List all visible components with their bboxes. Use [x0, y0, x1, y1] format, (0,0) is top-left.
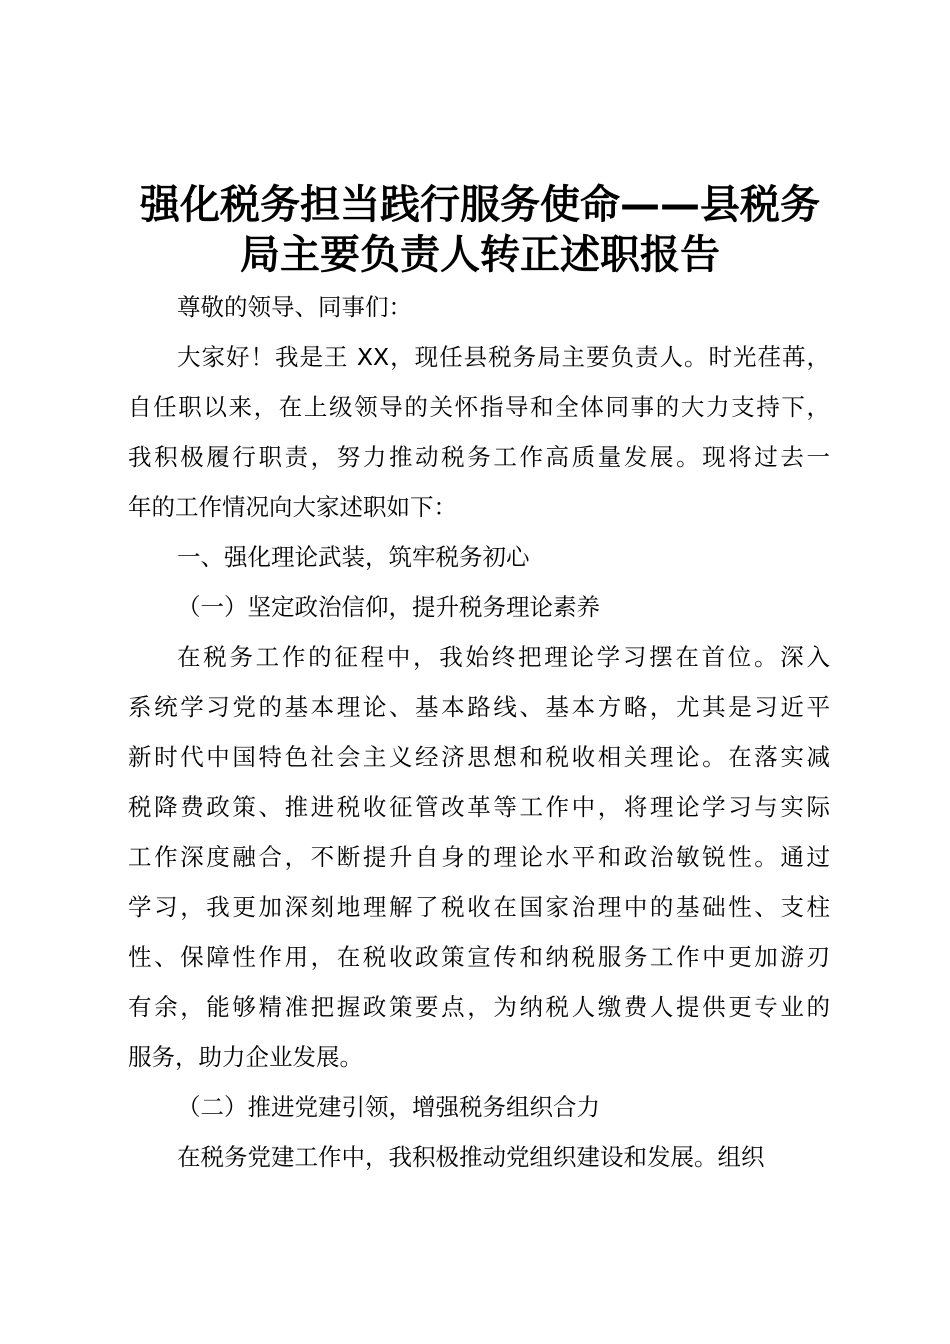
text-line: 尊敬的领导、同事们：	[177, 293, 412, 321]
text-line: 我积极履行职责，努力推动税务工作高质量发展。现将过去一	[128, 443, 830, 471]
paragraph	[128, 582, 830, 632]
text-line: （一）坚定政治信仰，提升税务理论素养	[177, 593, 600, 621]
text-line: 性、保障性作用，在税收政策宣传和纳税服务工作中更加游刃	[128, 943, 830, 971]
paragraph	[128, 632, 830, 1082]
text-line: 学习，我更加深刻地理解了税收在国家治理中的基础性、支柱	[128, 893, 830, 921]
text-line: 税降费政策、推进税收征管改革等工作中，将理论学习与实际	[128, 793, 830, 821]
text-line: 系统学习党的基本理论、基本路线、基本方略，尤其是习近平	[128, 693, 830, 721]
text-line: 年的工作情况向大家述职如下：	[128, 493, 457, 521]
text-line: 在税务党建工作中，我积极推动党组织建设和发展。组织	[177, 1143, 765, 1171]
text-line: 工作深度融合，不断提升自身的理论水平和政治敏锐性。通过	[128, 843, 830, 871]
title-line: 强化税务担当践行服务使命——县税务	[140, 182, 820, 228]
paragraph	[128, 532, 830, 582]
paragraph	[128, 332, 830, 532]
document-title	[120, 180, 840, 280]
text-line: 新时代中国特色社会主义经济思想和税收相关理论。在落实减	[128, 743, 830, 771]
paragraph	[128, 1132, 830, 1182]
title-line: 局主要负责人转正述职报告	[240, 232, 720, 278]
text-line: 自任职以来，在上级领导的关怀指导和全体同事的大力支持下，	[128, 393, 830, 421]
text-line: 大家好！我是王 XX，现任县税务局主要负责人。时光荏苒，	[177, 343, 830, 371]
text-line: 一、强化理论武装，筑牢税务初心	[177, 543, 530, 571]
paragraph	[128, 282, 830, 332]
text-line: （二）推进党建引领，增强税务组织合力	[177, 1093, 600, 1121]
paragraph	[128, 1082, 830, 1132]
document-body	[128, 282, 830, 1182]
text-line: 服务，助力企业发展。	[128, 1043, 363, 1071]
text-line: 有余，能够精准把握政策要点，为纳税人缴费人提供更专业的	[128, 993, 830, 1021]
text-line: 在税务工作的征程中，我始终把理论学习摆在首位。深入	[177, 643, 830, 671]
